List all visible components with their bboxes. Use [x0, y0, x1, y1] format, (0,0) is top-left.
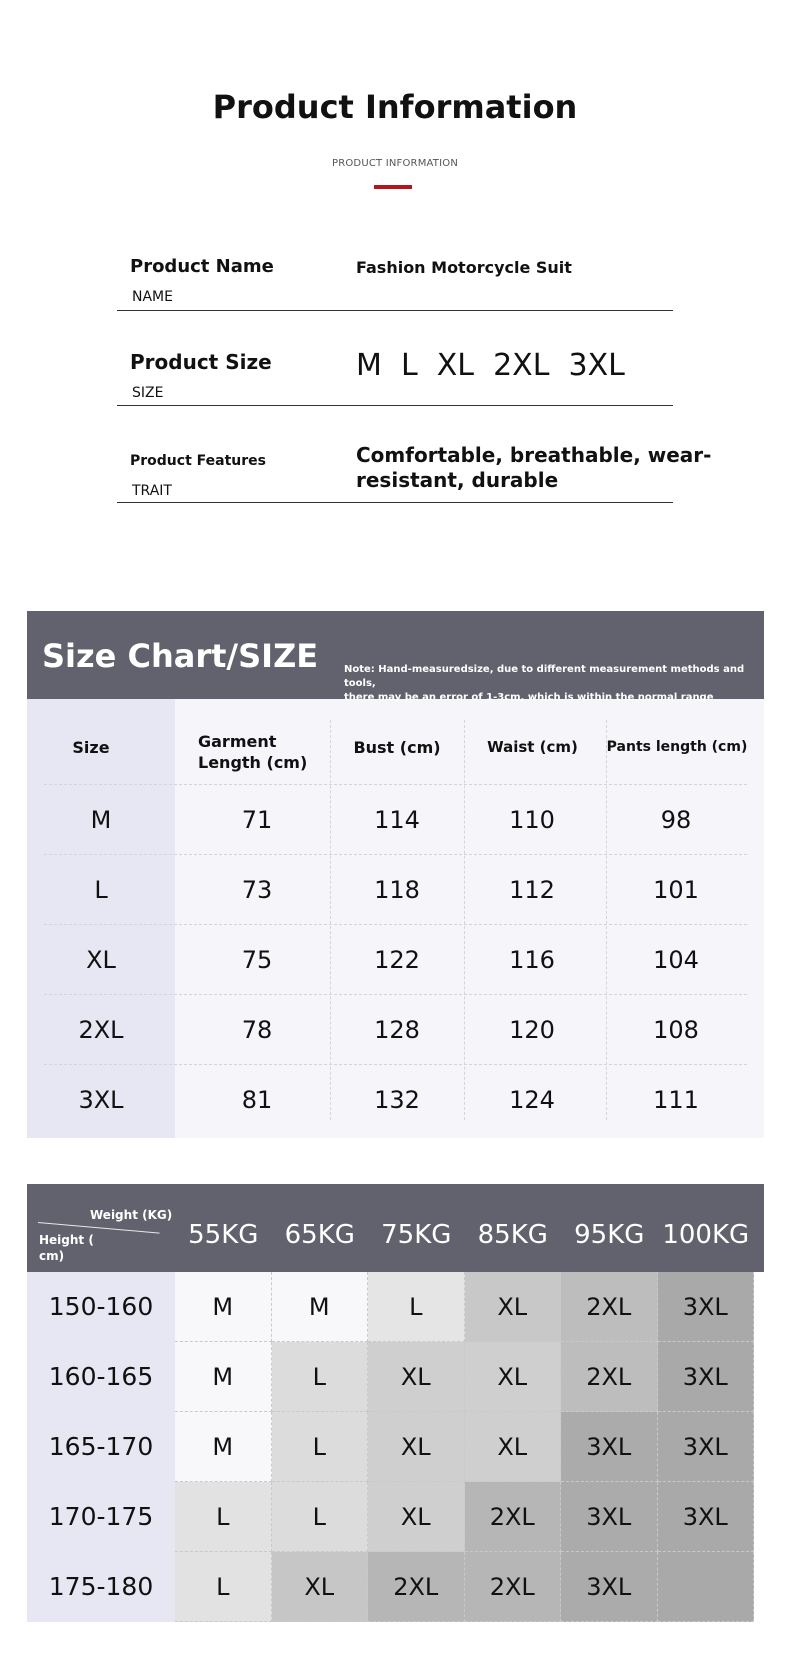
- column-header-pants-length: Pants length (cm): [606, 739, 748, 755]
- product-name-value: Fashion Motorcycle Suit: [356, 258, 572, 277]
- recommended-size-cell: L: [368, 1272, 465, 1342]
- product-features-value: [356, 443, 711, 493]
- size-chart-note: [344, 663, 764, 705]
- recommended-size-cell: 2XL: [561, 1342, 658, 1412]
- recommended-size-cell: 3XL: [561, 1552, 658, 1622]
- height-row-header: 165-170: [48, 1432, 154, 1461]
- recommended-size-cell: 3XL: [658, 1412, 755, 1482]
- measurement-cell: 73: [241, 876, 273, 904]
- page-subtitle: PRODUCT INFORMATION: [331, 158, 459, 169]
- measurement-cell: 78: [241, 1016, 273, 1044]
- product-features-line: Comfortable, breathable, wear-: [356, 443, 712, 467]
- recommended-size-cell: 3XL: [561, 1482, 658, 1552]
- product-features-divider: [117, 502, 673, 503]
- recommended-size-cell: 3XL: [658, 1482, 755, 1552]
- measurement-cell: 110: [509, 806, 555, 834]
- column-header-garment-length: [198, 731, 307, 773]
- recommended-size-cell: L: [175, 1552, 272, 1622]
- column-header-size: Size: [72, 738, 110, 757]
- recommended-size-cell: XL: [465, 1342, 562, 1412]
- product-size-label: Product Size: [130, 350, 272, 374]
- column-divider: [606, 720, 607, 1120]
- recommended-size-cell: L: [272, 1412, 369, 1482]
- column-header-waist: Waist (cm): [487, 738, 578, 756]
- measurement-cell: 108: [653, 1016, 699, 1044]
- height-row-header: 170-175: [48, 1502, 154, 1531]
- weight-column-header: 65KG: [284, 1220, 355, 1250]
- recommended-size-cell: 3XL: [658, 1272, 755, 1342]
- recommended-size-cell: XL: [465, 1272, 562, 1342]
- product-features-label: Product Features: [130, 453, 266, 469]
- column-divider: [330, 720, 331, 1120]
- measurement-cell: 116: [509, 946, 555, 974]
- height-row-header: 175-180: [48, 1572, 154, 1601]
- size-chart-note-line: there may be an error of 1-3cm, which is within the normal range: [344, 692, 714, 703]
- weight-column-header: 100KG: [662, 1220, 750, 1250]
- page-title: Product Information: [212, 88, 578, 126]
- size-label-cell: M: [90, 806, 112, 834]
- measurement-cell: 81: [241, 1086, 273, 1114]
- recommended-size-cell: XL: [368, 1342, 465, 1412]
- column-header-line: Length (cm): [198, 753, 308, 772]
- recommended-size-cell: M: [272, 1272, 369, 1342]
- measurement-cell: 111: [653, 1086, 699, 1114]
- product-name-sublabel: NAME: [132, 289, 173, 305]
- measurement-cell: 71: [241, 806, 273, 834]
- size-chart-note-line: Note: Hand-measuredsize, due to different measurement methods and tools,: [344, 664, 745, 689]
- measurement-cell: 132: [374, 1086, 420, 1114]
- recommended-size-cell: XL: [368, 1482, 465, 1552]
- recommended-size-cell: [658, 1552, 755, 1622]
- measurement-cell: 118: [374, 876, 420, 904]
- size-label-cell: 2XL: [78, 1016, 124, 1044]
- measurement-cell: 104: [653, 946, 699, 974]
- product-size-value: M L XL 2XL 3XL: [356, 348, 625, 383]
- weight-column-header: 75KG: [381, 1220, 452, 1250]
- weight-column-header: 55KG: [188, 1220, 259, 1250]
- row-divider: [44, 784, 747, 785]
- recommended-size-cell: XL: [272, 1552, 369, 1622]
- recommended-size-cell: 2XL: [368, 1552, 465, 1622]
- row-divider: [44, 994, 747, 995]
- size-label-cell: L: [94, 876, 108, 904]
- column-header-bust: Bust (cm): [353, 738, 441, 757]
- size-column-background: [27, 699, 175, 1138]
- measurement-cell: 112: [509, 876, 555, 904]
- column-divider: [464, 720, 465, 1120]
- height-row-header: 150-160: [48, 1292, 154, 1321]
- title-accent-divider: [374, 185, 412, 189]
- product-name-label: Product Name: [130, 256, 274, 277]
- row-divider: [44, 924, 747, 925]
- recommended-size-cell: 3XL: [658, 1342, 755, 1412]
- row-divider: [44, 854, 747, 855]
- height-row-header: 160-165: [48, 1362, 154, 1391]
- recommended-size-cell: XL: [368, 1412, 465, 1482]
- size-chart-title: Size Chart/SIZE: [42, 637, 319, 675]
- product-features-sublabel: TRAIT: [132, 483, 172, 499]
- recommended-size-cell: XL: [465, 1412, 562, 1482]
- product-size-sublabel: SIZE: [132, 385, 164, 401]
- weight-axis-label: Weight (KG): [90, 1208, 173, 1222]
- measurement-cell: 114: [374, 806, 420, 834]
- recommended-size-cell: 3XL: [561, 1412, 658, 1482]
- row-divider: [44, 1064, 747, 1065]
- measurement-cell: 75: [241, 946, 273, 974]
- product-name-divider: [117, 310, 673, 311]
- height-axis-label-line: cm): [39, 1249, 65, 1263]
- measurement-cell: 128: [374, 1016, 420, 1044]
- recommended-size-cell: M: [175, 1412, 272, 1482]
- recommended-size-cell: L: [272, 1342, 369, 1412]
- recommended-size-cell: 2XL: [561, 1272, 658, 1342]
- weight-column-header: 95KG: [574, 1220, 645, 1250]
- recommended-size-cell: M: [175, 1342, 272, 1412]
- measurement-cell: 101: [653, 876, 699, 904]
- measurement-cell: 98: [660, 806, 692, 834]
- product-features-line: resistant, durable: [356, 468, 559, 492]
- weight-column-header: 85KG: [477, 1220, 548, 1250]
- measurement-cell: 120: [509, 1016, 555, 1044]
- size-label-cell: XL: [86, 946, 116, 974]
- measurement-cell: 124: [509, 1086, 555, 1114]
- size-label-cell: 3XL: [78, 1086, 124, 1114]
- height-axis-label: [39, 1232, 94, 1264]
- height-axis-label-line: Height (: [39, 1233, 94, 1247]
- recommended-size-cell: L: [272, 1482, 369, 1552]
- recommended-size-cell: L: [175, 1482, 272, 1552]
- column-header-line: Garment: [198, 732, 277, 751]
- measurement-cell: 122: [374, 946, 420, 974]
- recommended-size-cell: 2XL: [465, 1482, 562, 1552]
- recommended-size-cell: 2XL: [465, 1552, 562, 1622]
- product-size-divider: [117, 405, 673, 406]
- recommended-size-cell: M: [175, 1272, 272, 1342]
